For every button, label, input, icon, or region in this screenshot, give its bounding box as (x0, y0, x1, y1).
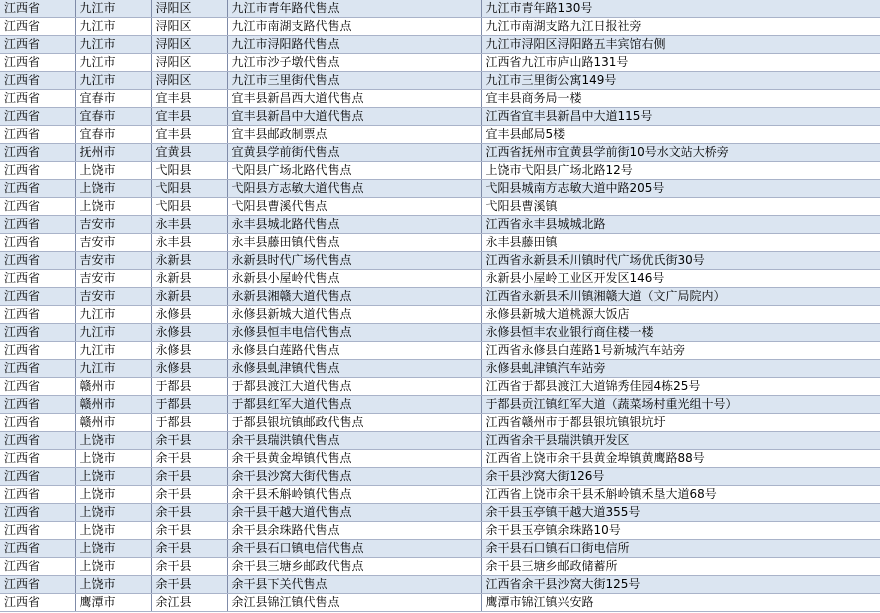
district-cell[interactable]: 宜黄县 (151, 144, 227, 162)
district-cell[interactable]: 永修县 (151, 324, 227, 342)
city-cell[interactable]: 吉安市 (75, 288, 151, 306)
outlet-name-cell[interactable]: 于都县红军大道代售点 (227, 396, 481, 414)
table-row (0, 486, 880, 504)
address-cell[interactable]: 江西省余干县瑞洪镇开发区 (481, 432, 880, 450)
province-cell[interactable]: 江西省 (0, 414, 75, 432)
city-cell[interactable]: 上饶市 (75, 558, 151, 576)
table-row (0, 288, 880, 306)
district-cell[interactable]: 永丰县 (151, 234, 227, 252)
address-cell[interactable]: 江西省永丰县城城北路 (481, 216, 880, 234)
address-cell[interactable]: 宜丰县邮局5楼 (481, 126, 880, 144)
district-cell[interactable]: 宜丰县 (151, 126, 227, 144)
district-cell[interactable]: 浔阳区 (151, 36, 227, 54)
district-cell[interactable]: 永丰县 (151, 216, 227, 234)
district-cell[interactable]: 余江县 (151, 594, 227, 612)
outlet-name-cell[interactable]: 余干县瑞洪镇代售点 (227, 432, 481, 450)
city-cell[interactable]: 宜春市 (75, 108, 151, 126)
address-cell[interactable]: 永修县新城大道桃源大饭店 (481, 306, 880, 324)
city-cell[interactable]: 九江市 (75, 324, 151, 342)
province-cell[interactable]: 江西省 (0, 432, 75, 450)
city-cell[interactable]: 抚州市 (75, 144, 151, 162)
outlet-name-cell[interactable]: 余干县干越大道代售点 (227, 504, 481, 522)
table-row (0, 126, 880, 144)
province-cell[interactable]: 江西省 (0, 378, 75, 396)
district-cell[interactable]: 余干县 (151, 576, 227, 594)
district-cell[interactable]: 永新县 (151, 252, 227, 270)
table-row (0, 414, 880, 432)
address-cell[interactable]: 永修县虬津镇汽车站旁 (481, 360, 880, 378)
table-row (0, 144, 880, 162)
district-cell[interactable]: 余干县 (151, 450, 227, 468)
district-cell[interactable]: 于都县 (151, 378, 227, 396)
table-row (0, 252, 880, 270)
district-cell[interactable]: 余干县 (151, 432, 227, 450)
table-row (0, 198, 880, 216)
address-cell[interactable]: 江西省宜丰县新昌中大道115号 (481, 108, 880, 126)
province-cell[interactable]: 江西省 (0, 468, 75, 486)
table-row (0, 108, 880, 126)
table-row (0, 162, 880, 180)
address-cell[interactable]: 宜丰县商务局一楼 (481, 90, 880, 108)
city-cell[interactable]: 上饶市 (75, 540, 151, 558)
district-cell[interactable]: 弋阳县 (151, 180, 227, 198)
outlet-name-cell[interactable]: 永修县白莲路代售点 (227, 342, 481, 360)
address-cell[interactable]: 永丰县藤田镇 (481, 234, 880, 252)
table-row (0, 432, 880, 450)
outlet-name-cell[interactable]: 宜丰县邮政制票点 (227, 126, 481, 144)
province-cell[interactable]: 江西省 (0, 288, 75, 306)
table-row (0, 18, 880, 36)
address-cell[interactable]: 江西省上饶市余干县禾斛岭镇禾垦大道68号 (481, 486, 880, 504)
address-cell[interactable]: 江西省余干县沙窝大街125号 (481, 576, 880, 594)
table-row (0, 324, 880, 342)
district-cell[interactable]: 浔阳区 (151, 18, 227, 36)
table-row (0, 540, 880, 558)
district-cell[interactable]: 宜丰县 (151, 108, 227, 126)
outlet-name-cell[interactable]: 余干县黄金埠镇代售点 (227, 450, 481, 468)
address-cell[interactable]: 江西省赣州市于都县银坑镇银坑圩 (481, 414, 880, 432)
province-cell[interactable]: 江西省 (0, 108, 75, 126)
province-cell[interactable]: 江西省 (0, 234, 75, 252)
city-cell[interactable]: 上饶市 (75, 180, 151, 198)
district-cell[interactable]: 余干县 (151, 486, 227, 504)
address-cell[interactable]: 鹰潭市锦江镇兴安路 (481, 594, 880, 612)
table-row (0, 396, 880, 414)
city-cell[interactable]: 上饶市 (75, 162, 151, 180)
address-cell[interactable]: 余干县沙窝大街126号 (481, 468, 880, 486)
city-cell[interactable]: 上饶市 (75, 450, 151, 468)
province-cell[interactable]: 江西省 (0, 396, 75, 414)
province-cell[interactable]: 江西省 (0, 306, 75, 324)
district-cell[interactable]: 永修县 (151, 306, 227, 324)
province-cell[interactable]: 江西省 (0, 342, 75, 360)
address-cell[interactable]: 余干县石口镇石口街电信所 (481, 540, 880, 558)
outlet-name-cell[interactable]: 九江市青年路代售点 (227, 0, 481, 18)
address-cell[interactable]: 余干县玉亭镇干越大道355号 (481, 504, 880, 522)
outlet-name-cell[interactable]: 于都县渡江大道代售点 (227, 378, 481, 396)
address-cell[interactable]: 九江市青年路130号 (481, 0, 880, 18)
outlet-name-cell[interactable]: 余干县禾斛岭镇代售点 (227, 486, 481, 504)
table-row (0, 558, 880, 576)
province-cell[interactable]: 江西省 (0, 180, 75, 198)
table-row (0, 0, 880, 18)
city-cell[interactable]: 吉安市 (75, 234, 151, 252)
table-row (0, 54, 880, 72)
province-cell[interactable]: 江西省 (0, 198, 75, 216)
district-cell[interactable]: 永修县 (151, 342, 227, 360)
city-cell[interactable]: 吉安市 (75, 216, 151, 234)
outlet-name-cell[interactable]: 余干县下关代售点 (227, 576, 481, 594)
address-cell[interactable]: 江西省抚州市宜黄县学前街10号水文站大桥旁 (481, 144, 880, 162)
outlet-name-cell[interactable]: 永新县时代广场代售点 (227, 252, 481, 270)
outlet-name-cell[interactable]: 永新县小屋岭代售点 (227, 270, 481, 288)
city-cell[interactable]: 宜春市 (75, 90, 151, 108)
outlet-name-cell[interactable]: 余干县三塘乡邮政代售点 (227, 558, 481, 576)
district-cell[interactable]: 宜丰县 (151, 90, 227, 108)
province-cell[interactable]: 江西省 (0, 450, 75, 468)
province-cell[interactable]: 江西省 (0, 540, 75, 558)
city-cell[interactable]: 上饶市 (75, 486, 151, 504)
table-row (0, 180, 880, 198)
outlet-name-cell[interactable]: 余江县锦江镇代售点 (227, 594, 481, 612)
province-cell[interactable]: 江西省 (0, 216, 75, 234)
table-row (0, 576, 880, 594)
outlet-name-cell[interactable]: 永丰县城北路代售点 (227, 216, 481, 234)
table-row (0, 270, 880, 288)
province-cell[interactable]: 江西省 (0, 90, 75, 108)
province-cell[interactable]: 江西省 (0, 162, 75, 180)
address-cell[interactable]: 永新县小屋岭工业区开发区146号 (481, 270, 880, 288)
city-cell[interactable]: 赣州市 (75, 396, 151, 414)
province-cell[interactable]: 江西省 (0, 144, 75, 162)
table-row (0, 90, 880, 108)
outlet-name-cell[interactable]: 弋阳县广场北路代售点 (227, 162, 481, 180)
province-cell[interactable]: 江西省 (0, 594, 75, 612)
address-cell[interactable]: 余干县三塘乡邮政储蓄所 (481, 558, 880, 576)
outlet-name-cell[interactable]: 九江市浔阳路代售点 (227, 36, 481, 54)
province-cell[interactable]: 江西省 (0, 126, 75, 144)
province-cell[interactable]: 江西省 (0, 18, 75, 36)
city-cell[interactable]: 九江市 (75, 36, 151, 54)
province-cell[interactable]: 江西省 (0, 252, 75, 270)
outlet-name-cell[interactable]: 余干县石口镇电信代售点 (227, 540, 481, 558)
city-cell[interactable]: 上饶市 (75, 576, 151, 594)
district-cell[interactable]: 余干县 (151, 522, 227, 540)
city-cell[interactable]: 上饶市 (75, 504, 151, 522)
address-cell[interactable]: 江西省上饶市余干县黄金埠镇黄鹰路88号 (481, 450, 880, 468)
address-cell[interactable]: 江西省永新县禾川镇湘赣大道（文广局院内） (481, 288, 880, 306)
outlet-name-cell[interactable]: 九江市沙子墩代售点 (227, 54, 481, 72)
city-cell[interactable]: 赣州市 (75, 414, 151, 432)
district-cell[interactable]: 余干县 (151, 558, 227, 576)
province-cell[interactable]: 江西省 (0, 558, 75, 576)
city-cell[interactable]: 上饶市 (75, 522, 151, 540)
outlet-name-cell[interactable]: 余干县余珠路代售点 (227, 522, 481, 540)
district-cell[interactable]: 弋阳县 (151, 162, 227, 180)
city-cell[interactable]: 吉安市 (75, 270, 151, 288)
district-cell[interactable]: 永新县 (151, 270, 227, 288)
city-cell[interactable]: 九江市 (75, 18, 151, 36)
table-row (0, 36, 880, 54)
province-cell[interactable]: 江西省 (0, 324, 75, 342)
table-row (0, 342, 880, 360)
table-row (0, 522, 880, 540)
table-row (0, 594, 880, 612)
province-cell[interactable]: 江西省 (0, 576, 75, 594)
outlet-name-cell[interactable]: 九江市三里街代售点 (227, 72, 481, 90)
table-row (0, 468, 880, 486)
province-cell[interactable]: 江西省 (0, 72, 75, 90)
address-cell[interactable]: 九江市南湖支路九江日报社旁 (481, 18, 880, 36)
city-cell[interactable]: 九江市 (75, 54, 151, 72)
address-cell[interactable]: 江西省永修县白莲路1号新城汽车站旁 (481, 342, 880, 360)
province-cell[interactable]: 江西省 (0, 0, 75, 18)
city-cell[interactable]: 九江市 (75, 72, 151, 90)
address-cell[interactable]: 弋阳县曹溪镇 (481, 198, 880, 216)
address-cell[interactable]: 江西省九江市庐山路131号 (481, 54, 880, 72)
district-cell[interactable]: 于都县 (151, 396, 227, 414)
address-cell[interactable]: 江西省永新县禾川镇时代广场优氏街30号 (481, 252, 880, 270)
district-cell[interactable]: 永新县 (151, 288, 227, 306)
address-cell[interactable]: 上饶市弋阳县广场北路12号 (481, 162, 880, 180)
city-cell[interactable]: 九江市 (75, 306, 151, 324)
city-cell[interactable]: 鹰潭市 (75, 594, 151, 612)
district-cell[interactable]: 于都县 (151, 414, 227, 432)
address-cell[interactable]: 九江市浔阳区浔阳路五丰宾馆右侧 (481, 36, 880, 54)
city-cell[interactable]: 上饶市 (75, 468, 151, 486)
address-cell[interactable]: 余干县玉亭镇余珠路10号 (481, 522, 880, 540)
address-cell[interactable]: 九江市三里街公寓149号 (481, 72, 880, 90)
outlet-name-cell[interactable]: 弋阳县曹溪代售点 (227, 198, 481, 216)
district-cell[interactable]: 弋阳县 (151, 198, 227, 216)
outlet-name-cell[interactable]: 永新县湘赣大道代售点 (227, 288, 481, 306)
district-cell[interactable]: 浔阳区 (151, 54, 227, 72)
city-cell[interactable]: 上饶市 (75, 432, 151, 450)
table-row (0, 72, 880, 90)
province-cell[interactable]: 江西省 (0, 36, 75, 54)
district-cell[interactable]: 余干县 (151, 540, 227, 558)
district-cell[interactable]: 永修县 (151, 360, 227, 378)
province-cell[interactable]: 江西省 (0, 360, 75, 378)
outlet-name-cell[interactable]: 永修县虬津镇代售点 (227, 360, 481, 378)
table-row (0, 504, 880, 522)
city-cell[interactable]: 九江市 (75, 360, 151, 378)
city-cell[interactable]: 九江市 (75, 342, 151, 360)
province-cell[interactable]: 江西省 (0, 504, 75, 522)
outlet-name-cell[interactable]: 于都县银坑镇邮政代售点 (227, 414, 481, 432)
table-row (0, 378, 880, 396)
outlet-name-cell[interactable]: 九江市南湖支路代售点 (227, 18, 481, 36)
table-row (0, 216, 880, 234)
province-cell[interactable]: 江西省 (0, 522, 75, 540)
city-cell[interactable]: 吉安市 (75, 252, 151, 270)
city-cell[interactable]: 宜春市 (75, 126, 151, 144)
outlet-name-cell[interactable]: 宜丰县新昌中大道代售点 (227, 108, 481, 126)
district-cell[interactable]: 浔阳区 (151, 0, 227, 18)
district-cell[interactable]: 余干县 (151, 468, 227, 486)
table-row (0, 234, 880, 252)
address-cell[interactable]: 永修县恒丰农业银行商住楼一楼 (481, 324, 880, 342)
table-row (0, 360, 880, 378)
city-cell[interactable]: 九江市 (75, 0, 151, 18)
outlet-name-cell[interactable]: 宜丰县新昌西大道代售点 (227, 90, 481, 108)
address-cell[interactable]: 江西省于都县渡江大道锦秀佳园4栋25号 (481, 378, 880, 396)
table-row (0, 306, 880, 324)
city-cell[interactable]: 赣州市 (75, 378, 151, 396)
province-cell[interactable]: 江西省 (0, 486, 75, 504)
table-row (0, 450, 880, 468)
address-cell[interactable]: 弋阳县城南方志敏大道中路205号 (481, 180, 880, 198)
outlet-name-cell[interactable]: 永修县恒丰电信代售点 (227, 324, 481, 342)
province-cell[interactable]: 江西省 (0, 270, 75, 288)
outlet-name-cell[interactable]: 余干县沙窝大街代售点 (227, 468, 481, 486)
city-cell[interactable]: 上饶市 (75, 198, 151, 216)
outlet-name-cell[interactable]: 宜黄县学前街代售点 (227, 144, 481, 162)
district-cell[interactable]: 浔阳区 (151, 72, 227, 90)
district-cell[interactable]: 余干县 (151, 504, 227, 522)
province-cell[interactable]: 江西省 (0, 54, 75, 72)
outlet-name-cell[interactable]: 永修县新城大道代售点 (227, 306, 481, 324)
outlet-name-cell[interactable]: 永丰县藤田镇代售点 (227, 234, 481, 252)
address-cell[interactable]: 于都县贡江镇红军大道（蔬菜场村重光组十号） (481, 396, 880, 414)
outlet-name-cell[interactable]: 弋阳县方志敏大道代售点 (227, 180, 481, 198)
